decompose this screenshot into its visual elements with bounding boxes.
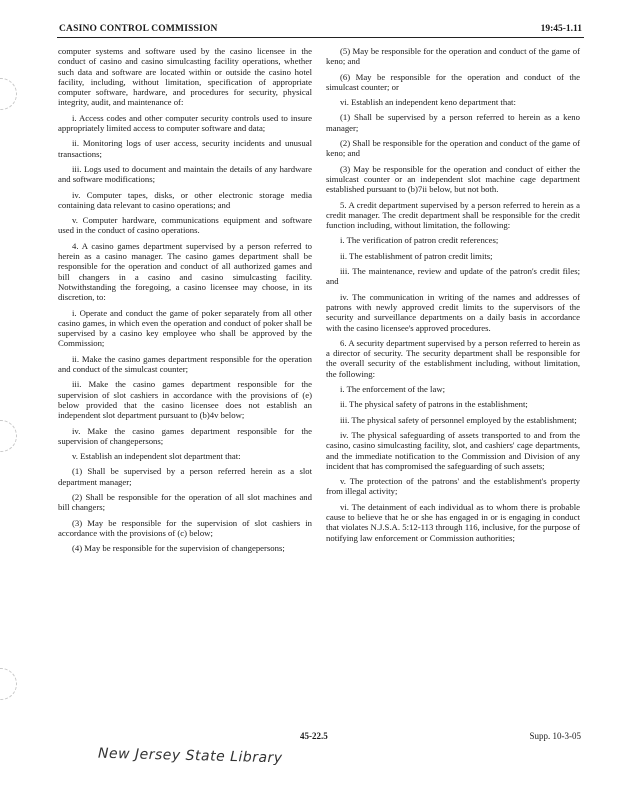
running-header-title: CASINO CONTROL COMMISSION xyxy=(59,24,218,34)
paragraph: iv. Make the casino games department responsible for the supervision of changepersons; xyxy=(58,425,312,446)
paragraph: iii. The maintenance, review and update of the patron's credit files; and xyxy=(326,266,580,287)
paragraph: vi. Establish an independent keno department that: xyxy=(340,97,516,108)
paragraph: (2) Shall be responsible for the operation and conduct of the game of keno; and xyxy=(326,138,580,159)
paragraph: iii. Logs used to document and maintain the details of any hardware and software modifications; xyxy=(58,163,312,185)
paragraph: iii. Make the casino games department responsible for the supervision of slot cashiers in accordance with the provisions of (e) below provided that the casino licensee does not establish an independent slot department pursuant to (b)4v below; xyxy=(58,379,312,421)
paragraph: 6. A security department supervised by a person referred to herein as a director of security. The security department shall be responsible for the overall security of the establishment including, without limitation, the following: xyxy=(326,337,580,379)
punch-hole-mark xyxy=(0,668,17,700)
paragraph: ii. Monitoring logs of user access, security incidents and unusual transactions; xyxy=(58,138,312,159)
paragraph: (2) Shall be responsible for the operation of all slot machines and bill changers; xyxy=(58,491,312,513)
paragraph: v. The protection of the patrons' and the establishment's property from illegal activity; xyxy=(326,476,580,497)
paragraph: vi. The detainment of each individual as to whom there is probable cause to believe that he or she has engaged in or is engaging in conduct that violates N.J.S.A. 5:12-113 through 116, inclusive, for the purpose of notifying law enforcement or Commission authorities; xyxy=(326,501,580,543)
paragraph: v. Computer hardware, communications equipment and software used in the conduct of casino operations. xyxy=(58,215,312,236)
page-number: 45-22.5 xyxy=(300,731,328,741)
header-rule xyxy=(57,37,584,38)
paragraph: (3) May be responsible for the supervision of slot cashiers in accordance with the provisions of (c) below; xyxy=(58,517,312,538)
paragraph: iv. Computer tapes, disks, or other electronic storage media containing data relevant to casino operations; and xyxy=(58,189,312,210)
paragraph: i. Access codes and other computer security controls used to insure appropriately limited access to computer software and data; xyxy=(58,112,312,134)
supplement-date: Supp. 10-3-05 xyxy=(529,731,581,741)
paragraph: (5) May be responsible for the operation and conduct of the game of keno; and xyxy=(326,46,580,67)
paragraph: v. Establish an independent slot department that: xyxy=(72,451,241,462)
paragraph: (1) Shall be supervised by a person referred herein as a slot department manager; xyxy=(58,466,312,487)
paragraph: i. The verification of patron credit references; xyxy=(340,235,499,246)
paragraph: iii. The physical safety of personnel employed by the establishment; xyxy=(340,414,577,425)
punch-hole-mark xyxy=(0,420,17,452)
paragraph: (3) May be responsible for the operation and conduct of either the simulcast counter or an independent slot machine cage department established pursuant to (b)7ii below, but not both. xyxy=(326,163,580,195)
paragraph: ii. Make the casino games department responsible for the operation and conduct of the simulcast counter; xyxy=(58,353,312,375)
punch-hole-mark xyxy=(0,78,17,110)
paragraph: 4. A casino games department supervised by a person referred to herein as a casino manager. The casino games department shall be responsible for the operation and conduct of all authorized games and bill changers in a casino and casino simulcasting facility. Notwithstanding the foregoing, a casino licensee may choose, in its discretion, to: xyxy=(58,240,312,303)
paragraph: ii. The establishment of patron credit limits; xyxy=(340,250,493,261)
running-header-section: 19:45-1.11 xyxy=(540,24,582,34)
paragraph: i. Operate and conduct the game of poker separately from all other casino games, in which even the operation and conduct of poker shall be supervised by a casino key employee who shall be approved by the Commission; xyxy=(58,307,312,349)
right-column xyxy=(326,46,580,548)
paragraph: computer systems and software used by the casino licensee in the conduct of casino and casino simulcasting facility operations, whether such data and software are located within or outside the casino hotel facility, including, without limitation, specification of appropriate computer software, hardware, and procedures for security, physical integrity, audit, and maintenance of: xyxy=(58,46,312,108)
paragraph: iv. The physical safeguarding of assets transported to and from the casino, casino simulcasting facility, slot, and cashiers' cage departments, and the immediate notification to the Commission and Division of any incident that has compromised the safeguarding of such assets; xyxy=(326,429,580,471)
library-stamp: New Jersey State Library xyxy=(97,745,283,767)
paragraph: (1) Shall be supervised by a person referred to herein as a keno manager; xyxy=(326,112,580,133)
paragraph: (6) May be responsible for the operation and conduct of the simulcast counter; or xyxy=(326,71,580,92)
left-column xyxy=(58,46,312,558)
paragraph: iv. The communication in writing of the names and addresses of patrons with newly approved credit limits to the supervisors of the security and surveillance departments on a daily basis in accordance with the casino licensee's approved procedures. xyxy=(326,291,580,333)
paragraph: i. The enforcement of the law; xyxy=(340,384,446,395)
paragraph: ii. The physical safety of patrons in the establishment; xyxy=(340,399,528,410)
paragraph: (4) May be responsible for the supervision of changepersons; xyxy=(72,543,285,554)
paragraph: 5. A credit department supervised by a person referred to herein as a credit manager. The credit department shall be responsible for the credit function including, without limitation, the following: xyxy=(326,199,580,231)
